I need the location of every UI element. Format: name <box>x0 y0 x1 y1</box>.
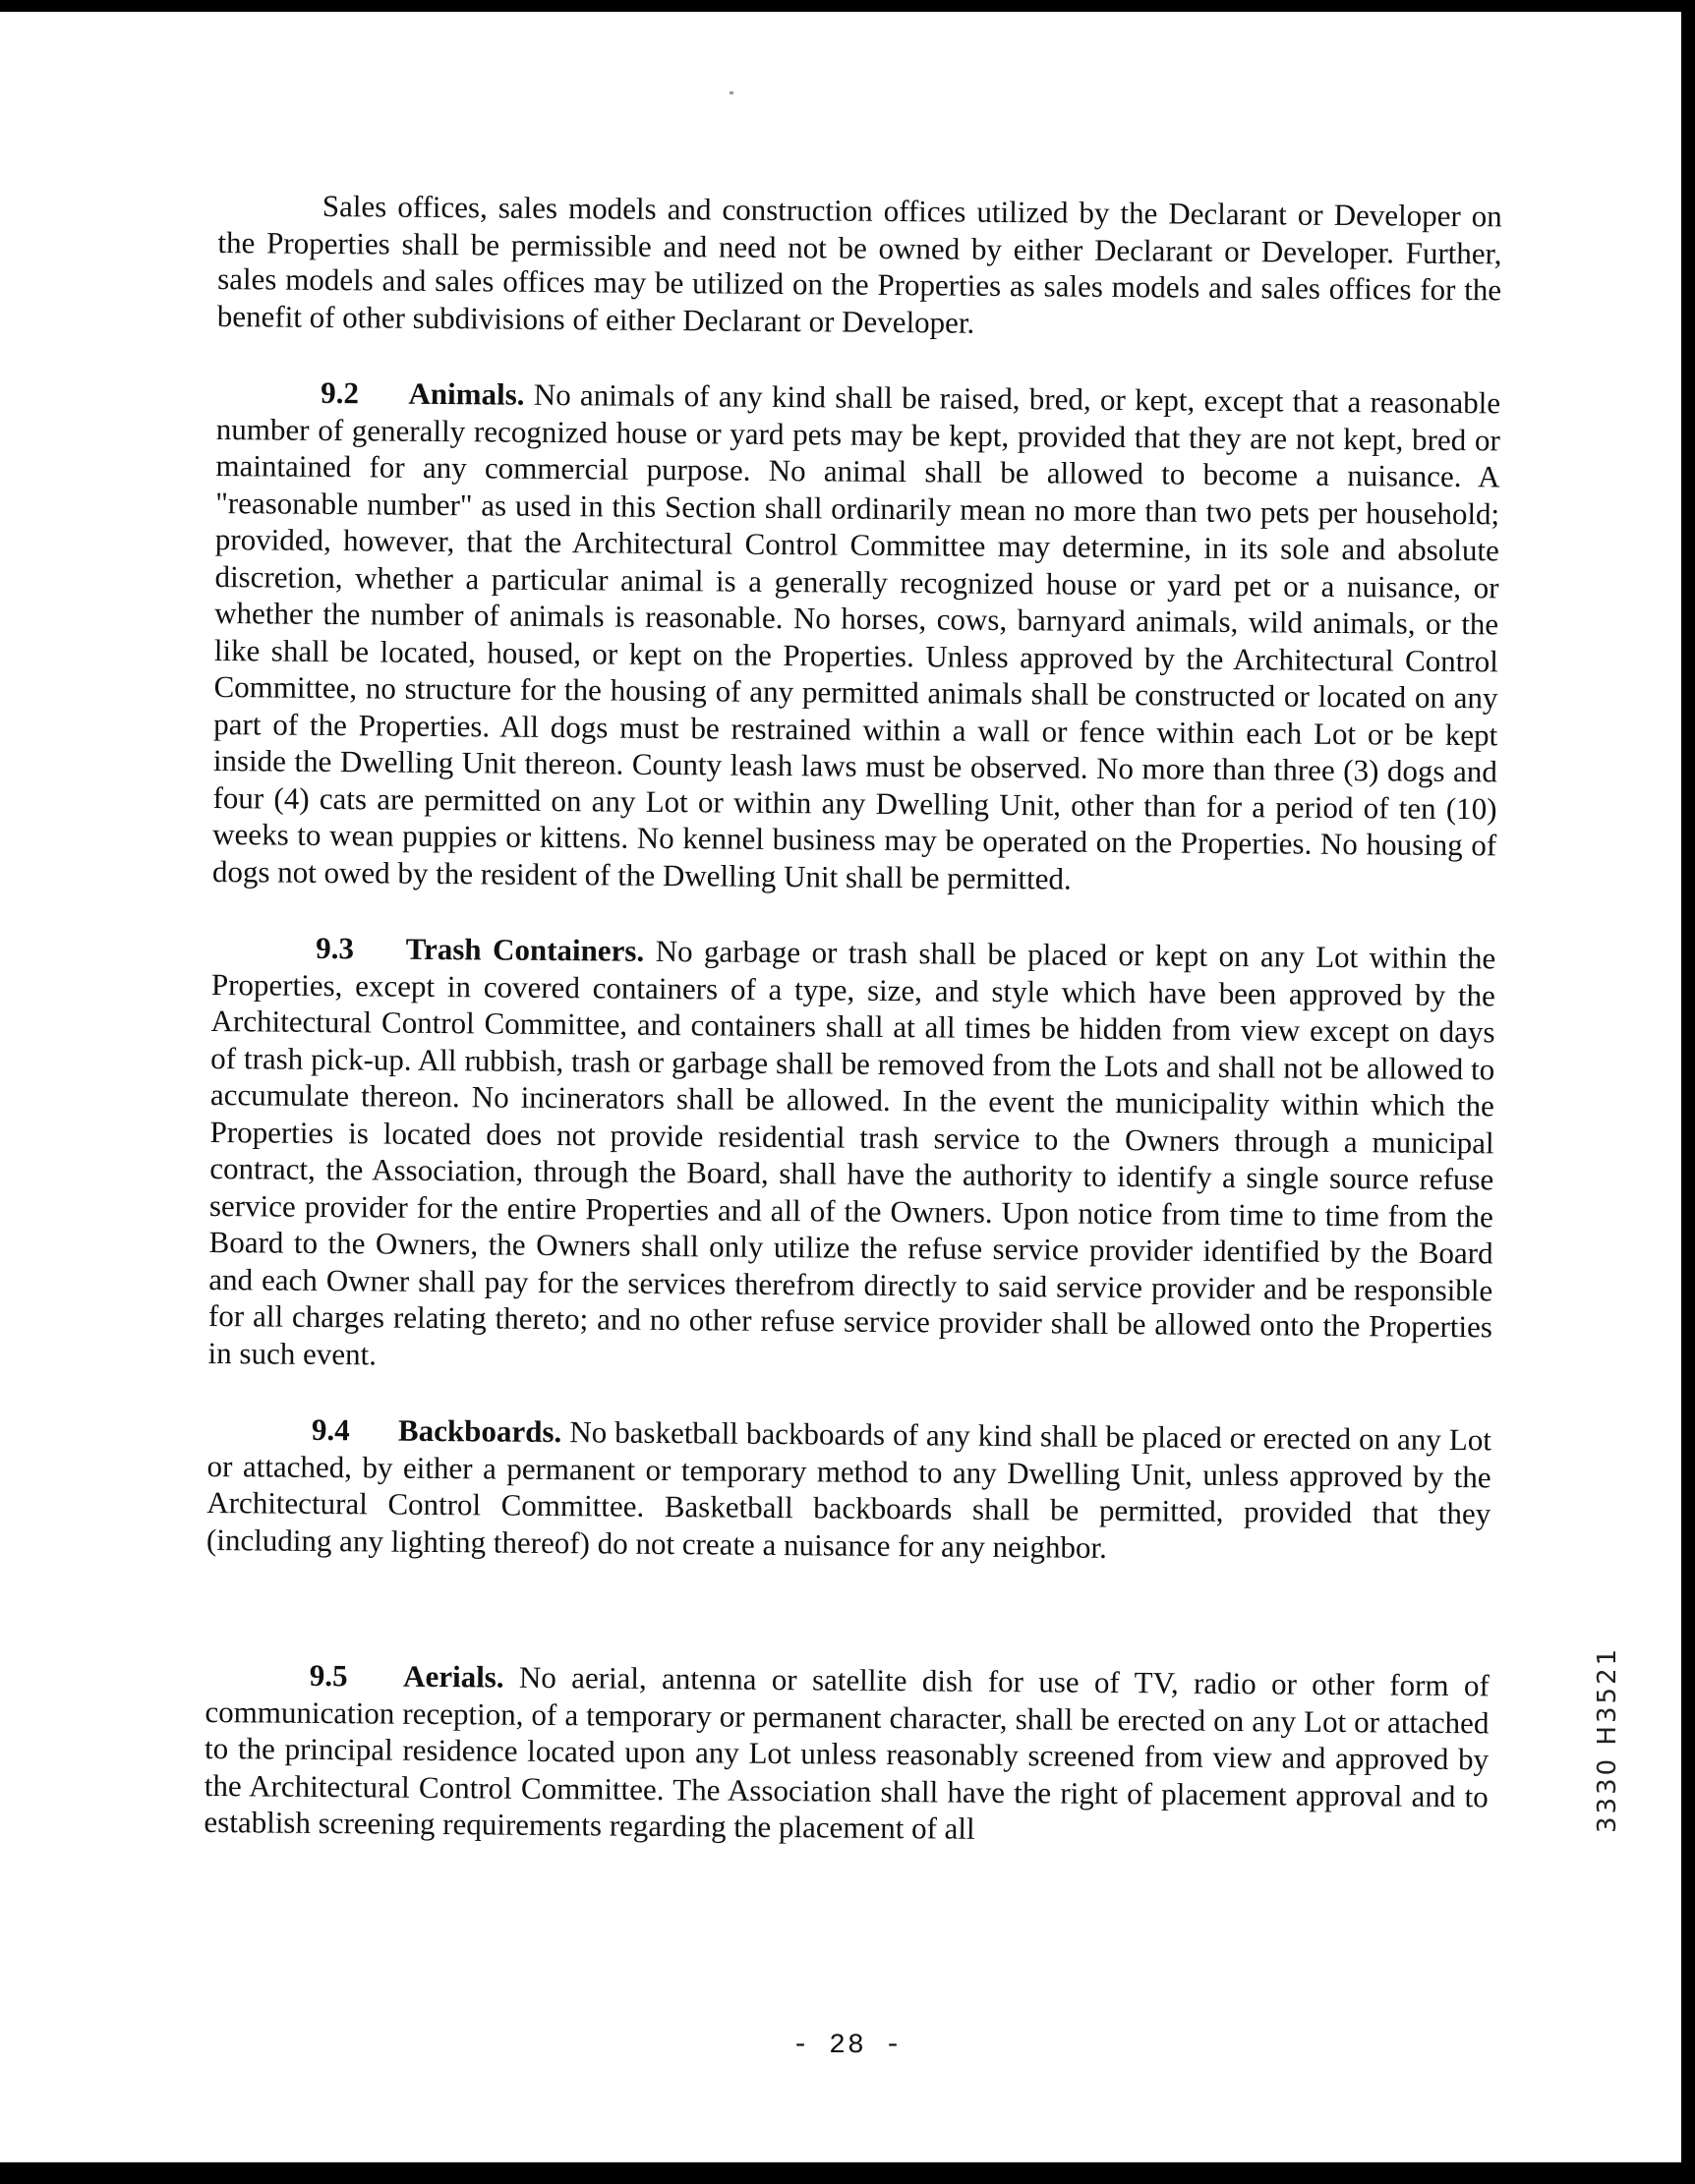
section-number: 9.5 <box>309 1657 348 1694</box>
section-title: Aerials. <box>402 1658 504 1695</box>
document-body <box>204 187 1502 1891</box>
section-number: 9.4 <box>311 1411 350 1448</box>
section-title: Backboards. <box>397 1412 562 1450</box>
paragraph-backboards <box>206 1410 1491 1569</box>
recording-stamp: 3330 H3521 <box>1593 1645 1622 1834</box>
scan-speck <box>730 91 733 94</box>
section-text: No garbage or trash shall be placed or kept on any Lot within the Properties, except in covered containers of a type, size, and style which have been approved by the Architectural Control Committee, and containers shall at all times be hidden from view except on days of trash pick-up. All rubbish, trash or garbage shall be removed from the Lots and shall not be allowed to accumulate thereon. No incinerators shall be allowed. In the event the municipality within which the Properties is located does not provide residential trash service to the Owners through a municipal contract, the Association, through the Board, shall have the authority to identify a single source refuse service provider for the entire Properties and all of the Owners. Upon notice from time to time from the Board to the Owners, the Owners shall only utilize the refuse service provider identified by the Board and each Owner shall pay for the services therefrom directly to said service provider and be responsible for all charges relating thereto; and no other refuse service provider shall be allowed onto the Properties in such event. <box>207 933 1496 1371</box>
paragraph-intro-text: Sales offices, sales models and construction offices utilized by the Declarant or Developer on the Properties shall be permissible and need not be owned by either Declarant or Developer. Further, sales models and sales offices may be utilized on the Properties as sales models and sales offices for the benefit of other subdivisions of either Declarant or Developer. <box>216 188 1502 340</box>
scan-edge-right <box>1681 0 1695 2184</box>
section-title: Animals. <box>408 375 525 412</box>
scan-edge-top <box>0 0 1695 12</box>
section-number: 9.2 <box>321 374 360 411</box>
page-number: - 28 - <box>791 2031 904 2061</box>
paragraph-intro <box>217 187 1502 345</box>
paragraph-aerials <box>204 1656 1490 1852</box>
section-text: No aerial, antenna or satellite dish for use of TV, radio or other form of communication reception, of a temporary or permanent character, shall be erected on any Lot or attached to the principal residence located upon any Lot unless reasonably screened from view and approved by the Architectural Control Committee. The Association shall have the right of placement approval and to establish screening requirements regarding the placement of all <box>204 1659 1490 1846</box>
paragraph-animals <box>212 374 1501 900</box>
paragraph-trash-containers <box>207 929 1495 1382</box>
section-text: No basketball backboards of any kind shall be placed or erected on any Lot or attached, by either a permanent or temporary method to any Dwelling Unit, unless approved by the Architectural Control Committee. Basketball backboards shall be permitted, provided that they (including any lighting thereof) do not create a nuisance for any neighbor. <box>205 1414 1492 1565</box>
section-number: 9.3 <box>316 930 355 966</box>
section-text: No animals of any kind shall be raised, bred, or kept, except that a reasonable number of generally recognized house or yard pets may be kept, provided that they are not kept, bred or maintained for any commercial purpose. No animal shall be allowed to become a nuisance. A "reasonable number" as used in this Section shall ordinarily mean no more than two pets per household; provided, however, that the Architectural Control Committee may determine, in its sole and absolute discretion, whether a particular animal is a generally recognized house or yard pet or a nuisance, or whether the number of animals is reasonable. No horses, cows, barnyard animals, wild animals, or the like shall be located, housed, or kept on the Properties. Unless approved by the Architectural Control Committee, no structure for the housing of any permitted animals shall be constructed or located on any part of the Properties. All dogs must be restrained within a wall or fence within each Lot or be kept inside the Dwelling Unit thereon. County leash laws must be observed. No more than three (3) dogs and four (4) cats are permitted on any Lot or within any Dwelling Unit, other than for a period of ten (10) weeks to wean puppies or kittens. No kennel business may be operated on the Properties. No housing of dogs not owed by the resident of the Dwelling Unit shall be permitted. <box>211 376 1501 896</box>
scan-edge-bottom <box>0 2162 1695 2184</box>
section-title: Trash Containers. <box>405 931 645 968</box>
